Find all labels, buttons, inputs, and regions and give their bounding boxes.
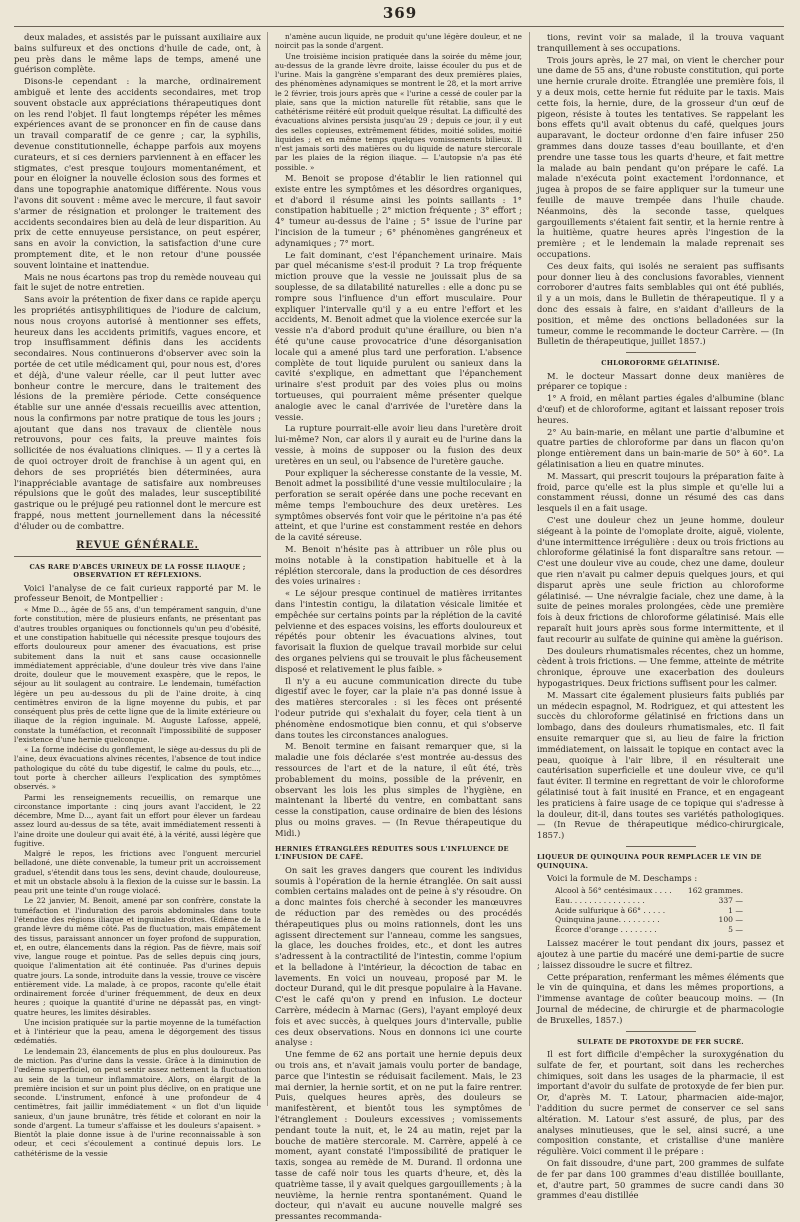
paragraph: « Le séjour presque continuel de matières irritantes dans l'intestin contigu, la dilatation vésicale limitée et empêchée sur certains points par la réplétion de la cavité pelvienne et des espaces voisins, les efforts douloureux et répétés pour obtenir les évacuations alvines, tout favorisait la fluxion de quelque travail morbide sur celui des organes pelviens qui se trouvait le plus fâcheusement disposé et relativement le plus faible. » bbox=[275, 588, 522, 674]
recipe-ingredient: Alcool à 56° centésimaux . . . . bbox=[555, 885, 672, 895]
paragraph: n'amène aucun liquide, ne produit qu'une légère douleur, et ne noircit pas la sonde d'argent. bbox=[275, 32, 522, 51]
paragraph: M. le docteur Massart donne deux manières de préparer ce topique : bbox=[537, 370, 784, 392]
paragraph: Une troisième incision pratiquée dans la soirée du même jour, au-dessus de la grande lèvre droite, laisse écouler du pus et de l'urine. Mais la gangrène s'emparant des deux premières plaies, des phénomènes adynamiques se montrent le 28, et la mort arrive le 2 février, trois jours après que « l'urine a cessé de couler par la plaie, sans que la miction naturelle fût rétablie, sans que le cathétérisme réitéré eût produit quelque résultat. La difficulté des évacuations alvines persista jusqu'au 29 ; depuis ce jour, il y eut des selles copieuses, extrêmement fétides, moitié solides, moitié liquides ; et en même temps quelques vomissements bilieux. Il n'est jamais sorti des matières ou du liquide de nature stercorale par les plaies de la région iliaque. — L'autopsie n'a pas été possible. » bbox=[275, 51, 522, 172]
paragraph: Mais ne nous écartons pas trop du remède nouveau qui fait le sujet de notre entretien. bbox=[14, 271, 261, 293]
paragraph: M. Benoit termine en faisant remarquer que, si la maladie une fois déclarée s'est montrée au-dessus des ressources de l'art et de la nature, il eût été, très probablement du moins, possible de la prévenir, en observant les lois les plus simples de l'hygiène, en maintenant la liberté du ventre, en combattant sans cesse la constipation, cause ordinaire de bien des lésions plus ou moins graves. — (In Revue thérapeutique du Midi.) bbox=[275, 741, 522, 838]
text-block bbox=[275, 32, 522, 172]
column-left bbox=[14, 32, 261, 1158]
section-title: REVUE GÉNÉRALE. bbox=[14, 540, 261, 557]
text-block bbox=[14, 605, 261, 1158]
page-number: 369 bbox=[382, 4, 418, 22]
recipe-row bbox=[555, 896, 743, 906]
paragraph: Parmi les renseignements recueillis, on remarque une circonstance importante : cinq jours avant l'accident, le 22 décembre, Mme D..., ayant fait un effort pour élever un fardeau assez lourd au-dessus de sa tête, avait immédiatement ressenti à l'aine droite une douleur qui avait été, à la vérité, aussi légère que fugitive. bbox=[14, 792, 261, 848]
article-title: SULFATE DE PROTOXYDE DE FER SUCRÉ. bbox=[577, 1037, 744, 1046]
paragraph: Voici la formule de M. Deschamps : bbox=[547, 873, 698, 884]
text-block bbox=[537, 32, 784, 347]
paragraph: Ces deux faits, qui isolés ne seraient pas suffisants pour donner lieu à des conclusions favorables, viennent corroborer d'autres faits semblables qui ont été publiés, il y a un mois, dans le Bulletin de thérapeutique. Il y a donc des essais à faire, en s'aidant d'ailleurs de la position, et même des onctions belladonées sur la tumeur, comme le recommande le docteur Carrère. — (In Bulletin de thérapeutique, juillet 1857.) bbox=[537, 260, 784, 347]
text-block bbox=[275, 173, 522, 839]
paragraph: La rupture pourrait-elle avoir lieu dans l'uretère droit lui-même? Non, car alors il y aurait eu de l'urine dans la vessie, à moins de supposer ou la fusion des deux uretères en un seul, ou l'absence de l'uretère gauche. bbox=[275, 423, 522, 466]
paragraph: Voici l'analyse de ce fait curieux rapporté par M. le professeur Benoit, de Montpellier : bbox=[14, 582, 261, 604]
recipe-quantity: 100 — bbox=[718, 915, 743, 925]
paragraph: « La forme indécise du gonflement, le siège au-dessus du pli de l'aine, deux évacuations alvines récentes, l'absence de tout indice pathologique du côté du tube digestif, le calme du pouls, etc..., tout porte à chercher ailleurs l'explication des symptômes observés. » bbox=[14, 745, 261, 792]
recipe-ingredient: Quinquina jaune. . . . . . . . . bbox=[555, 915, 660, 925]
recipe-row bbox=[555, 886, 743, 896]
paragraph: tions, revint voir sa malade, il la trouva vaquant tranquillement à ses occupations. bbox=[537, 32, 784, 53]
text-block bbox=[537, 1049, 784, 1201]
column-divider bbox=[267, 32, 268, 1106]
column-middle bbox=[275, 32, 522, 1222]
paragraph: On fait dissoudre, d'une part, 200 grammes de sulfate de fer par dans 100 grammes d'eau distillée bouillante, et, d'autre part, 50 grammes de sucre candi dans 30 grammes d'eau distillée bbox=[537, 1158, 784, 1201]
paragraph: Le 22 janvier, M. Benoit, amené par son confrère, constate la tuméfaction et l'induration des parois abdominales dans toute l'étendue des régions iliaque et inguinales droites. Œdème de la grande lèvre du même côté. Pas de fluctuation, mais empâtement des tissus, paraissant annoncer un foyer profond de suppuration, et, en outre, élancements dans la région. Pas de fièvre, mais soif vive, langue rouge et pointue. Pas de selles depuis cinq jours, quoique l'alimentation ait été continuée. Pas d'urines depuis quatre jours. La sonde, introduite dans la vessie, trouve ce viscère entièrement vide. La malade, à ce propos, raconte qu'elle était ordinairement forcée d'uriner fréquemment, de deux en deux heures ; quoique la quantité d'urine ne dépassât pas, en vingt-quatre heures, les limites désirables. bbox=[14, 896, 261, 1017]
column-divider bbox=[529, 32, 530, 1106]
paragraph: Disons-le cependant : la marche, ordinairement ambiguë et lente des accidents secondaires, met trop souvent obstacle aux appréciations thérapeutiques dont on les rend l'objet. Il faut longtemps répéter les mêmes expériences avant de se prononcer en fin de cause dans un travail comparatif de ce genre ; car, la syphilis, devenue constitutionnelle, échappe parfois aux moyens curateurs, et si ces derniers parviennent à en effacer les stigmates, c'est presque toujours momentanément, et pour en éloigner la nouvelle éclosion sous des formes et dans une topographie anatomique différente. Nous vous l'avons dit souvent : même avec le mercure, il faut savoir s'armer de résignation et prolonger le traitement des accidents secondaires bien au delà de leur disparition. Au prix de cette ennuyeuse persistance, on peut espérer, sans en avoir la conviction, la satisfaction d'une cure promptement dite, et le non retour d'une poussée souvent lointaine et inattendue. bbox=[14, 76, 261, 270]
article-title: CHLOROFORME GÉLATINISÉ. bbox=[601, 359, 720, 368]
recipe-row bbox=[555, 925, 743, 935]
paragraph: Le fait dominant, c'est l'épanchement urinaire. Mais par quel mécanisme s'est-il produit ? La trop fréquente miction prouve que la vessie ne jouissait plus de sa souplesse, de sa dilatabilité naturelles : elle a donc pu se rompre sous l'influence d'un effort musculaire. Pour expliquer l'intervalle qu'il y a eu entre l'effort et les accidents, M. Benoit admet que la violence exercée sur la vessie n'a d'abord produit qu'une éraillure, ou bien n'a été qu'une cause provocatrice d'une désorganisation locale qui a amené plus tard une perforation. L'absence complète de tout liquide purulent ou sanieux dans la cavité s'explique, en admettant que l'épanchement urinaire s'est produit par des voies plus ou moins tortueuses, qui pourraient même présenter quelque analogie avec le canal d'arrivée de l'uretère dans la vessie. bbox=[275, 249, 522, 422]
paragraph: « Mme D..., âgée de 55 ans, d'un tempérament sanguin, d'une forte constitution, mère de plusieurs enfants, ne présentant pas d'autres troubles organiques ou fonctionnels qu'un peu d'obésité, et une constipation habituelle qui nécessite presque toujours des efforts douloureux pour amener des évacuations, est prise subitement dans la nuit et sans cause occasionnelle immédiatement appréciable, d'une douleur très vive dans l'aine droite, douleur que le mouvement exaspère, que le repos, le séjour au lit soulagent au contraire. Le lendemain, tuméfaction légère un peu au-dessous du pli de l'aine droite, à cinq centimètres environ de la ligne moyenne du pubis, et par conséquent plus près de cette ligne que de la limite extérieure ou iliaque de la région inguinale. M. Auguste Lafosse, appelé, constate la tuméfaction, et reconnaît l'impossibilité de supposer l'existence d'une hernie quelconque. bbox=[14, 605, 261, 744]
column-right bbox=[537, 32, 784, 1201]
paragraph: Sans avoir la prétention de fixer dans ce rapide aperçu les propriétés antisyphilitiques de l'iodure de calcium, nous nous croyons autorisé à mentionner ses effets, heureux dans les accidents primitifs, vagues encore, et trop insuffisamment définis dans les accidents secondaires. Nous continuerons d'observer avec soin la portée de cet utile médicament qui, pour nous est, d'ores et déjà, d'une valeur réelle, car il peut lutter avec bonheur contre le mercure, dans le traitement des lésions de la première période. Cette conséquence établie sur une année d'essais recueillis avec attention, nous la confirmons par notre pratique de tous les jours ; ajoutant que dans nos travaux de clientèle nous retrouvons, pour ces faits, la preuve maintes fois sollicitée de nos évaluations cliniques. — Il y a certes là de quoi octroyer droit de franchise à un agent qui, en dehors de ses propriétés bien déterminées, aura l'inappréciable avantage de satisfaire aux nombreuses répulsions que le goût des malades, leur susceptibilité gastrique ou le préjugé peu rationnel dont le mercure est frappé, nous mettent journellement dans la nécessité d'éluder ou de combattre. bbox=[14, 294, 261, 531]
paragraph: M. Massart cite également plusieurs faits publiés par un médecin espagnol, M. Rodriguez, et qui attestent les succès du chloroforme gélatinisé en frictions dans un lombago, dans des douleurs rhumatismales, etc. Il fait ensuite remarquer que si, au lieu de faire la friction immédiatement, on laissait le topique en contact avec la peau, quoique à l'air libre, il en résulterait une cautérisation superficielle et une douleur vive, ce qu'il faut éviter. Il termine en regrettant de voir le chloroforme gélatinisé tout à fait inusité en France, et en engageant les praticiens à faire usage de ce topique qui s'adresse à la douleur, dit-il, dans toutes ses variétés pathologiques. — (In Revue de thérapeutique médico-chirurgicale, 1857.) bbox=[537, 689, 784, 841]
paragraph: Malgré le repos, les frictions avec l'onguent mercuriel belladoné, une diète convenable, la tumeur prit un accroissement graduel, s'étendit dans tous les sens, devint chaude, douloureuse, et mit un obstacle absolu à la flexion de la cuisse sur le bassin. La peau prit une teinte d'un rouge violacé. bbox=[14, 849, 261, 896]
recipe-quantity: 162 grammes. bbox=[687, 885, 743, 895]
paragraph: C'est une douleur chez un jeune homme, douleur siégeant à la pointe de l'omoplate droite, aiguë, violente, d'une intermittence irrégulière : deux ou trois frictions au chloroforme gélatinisé la font disparaître sans retour. — C'est une douleur vive au coude, chez une dame, douleur que rien n'avait pu calmer depuis quelques jours, et qui disparut après une seule friction au chloroforme gélatinisé. — Une névralgie faciale, chez une dame, à la suite de peines morales prolongées, cède une première fois à deux frictions de chloroforme gélatinisé. Mais elle reparaît huit jours après sous forme intermittente, et il faut recourir au sulfate de quinine qui amène la guérison. bbox=[537, 515, 784, 644]
divider bbox=[626, 352, 696, 353]
paragraph: Laissez macérer le tout pendant dix jours, passez et ajoutez à une partie du macéré une demi-partie de sucre ; laissez dissoudre le sucre et filtrez. bbox=[537, 938, 784, 970]
paragraph: Il n'y a eu aucune communication directe du tube digestif avec le foyer, car la plaie n'a pas donné issue à des matières stercorales : si les fèces ont présenté l'odeur putride qui s'exhalait du foyer, cela tient à un phénomène endosmotique bien connu, et qui s'observe dans toutes les circonstances analogues. bbox=[275, 675, 522, 740]
paragraph: Cette préparation, renfermant les mêmes éléments que le vin de quinquina, et dans les mêmes proportions, a l'immense avantage de coûter beaucoup moins. — (In Journal de médecine, de chirurgie et de pharmacologie de Bruxelles, 1857.) bbox=[537, 971, 784, 1025]
paragraph: 2° Au bain-marie, en mêlant une partie d'albumine et quatre parties de chloroforme par dans un flacon qu'on plonge entièrement dans un bain-marie de 50° à 60°. La gélatinisation a lieu en quatre minutes. bbox=[537, 426, 784, 470]
paragraph: M. Massart, qui prescrit toujours la préparation faite à froid, parce qu'elle est la plus simple et qu'elle lui a constamment réussi, donne un résumé des cas dans lesquels il en a fait usage. bbox=[537, 470, 784, 514]
recipe-row bbox=[555, 906, 743, 916]
recipe-quantity: 1 — bbox=[728, 905, 743, 915]
text-block bbox=[14, 32, 261, 532]
article-title: CAS RARE D'ABCÈS URINEUX DE LA FOSSE ILIAQUE ; OBSERVATION ET RÉFLEXIONS. bbox=[29, 562, 246, 580]
paragraph: Une incision pratiquée sur la partie moyenne de la tuméfaction et à l'intérieur que la peau, amena le dégorgement des tissus œdématiés. bbox=[14, 1017, 261, 1046]
recipe-quantity: 337 — bbox=[718, 895, 743, 905]
paragraph: Des douleurs rhumatismales récentes, chez un homme, cèdent à trois frictions. — Une femme, atteinte de métrite chronique, éprouve une exacerbation des douleurs hypogastriques. Deux frictions suffisent pour les calmer. bbox=[537, 645, 784, 688]
recipe-quantity: 5 — bbox=[728, 925, 743, 935]
article-title: HERNIES ÉTRANGLÉES RÉDUITES SOUS L'INFLUENCE DE L'INFUSION DE CAFÉ. bbox=[275, 844, 509, 862]
recipe-ingredient: Écorce d'orange . . . . . . . . bbox=[555, 925, 657, 935]
paragraph: M. Benoit n'hésite pas à attribuer un rôle plus ou moins notable à la constipation habituelle et à la réplétion stercorale, dans la production de ces désordres des voies urinaires : bbox=[275, 544, 522, 587]
article-title: LIQUEUR DE QUINQUINA POUR REMPLACER LE VIN DE QUINQUINA. bbox=[537, 852, 762, 870]
text-block bbox=[537, 371, 784, 841]
paragraph: Une femme de 62 ans portait une hernie depuis deux ou trois ans, et n'avait jamais voulu porter de bandage, parce que l'intestin se réduisait facilement. Mais, le 23 mai dernier, la hernie sortit, et on ne put la faire rentrer. Puis, quelques heures après, des douleurs se manifestèrent, et bientôt tous les symptômes de l'étranglement : Douleurs excessives ; vomissements pendant toute la nuit, et, le 24 au matin, rejet par la bouche de matière stercorale. M. Carrère, appelé à ce moment, ayant constaté l'impossibilité de pratiquer le taxis, songea au remède de M. Durand. Il ordonna une tasse de café noir tous les quarts d'heure, et, dès la quatrième tasse, il y avait quelques gargouillements ; à la neuvième, la hernie rentra spontanément. Quand le docteur, qui n'avait eu aucune nouvelle malgré ses pressantes recommanda- bbox=[275, 1049, 522, 1222]
paragraph: Le lendemain 23, élancements de plus en plus douloureux. Pas de miction. Pas d'urine dans la vessie. Grâce à la diminution de l'œdème superficiel, on peut sentir assez nettement la fluctuation au sein de la tumeur inflammatoire. Alors, on élargit de la première incision et sur un point plus déclive, on en pratique une seconde. L'instrument, enfoncé à une profondeur de 4 centimètres, fait jaillir immédiatement « un flot d'un liquide sanieux, d'un jaune brunâtre, très fétide et colorant en noir la sonde d'argent. La tumeur s'affaisse et les douleurs s'apaisent. » Bientôt la plaie donne issue à de l'urine reconnaissable à son odeur, et ceci s'écoulement a continué depuis lors. Le cathétérisme de la vessie bbox=[14, 1046, 261, 1158]
divider bbox=[626, 846, 696, 847]
paragraph: M. Benoit se propose d'établir le lien rationnel qui existe entre les symptômes et les désordres organiques, et d'abord il résume ainsi les points saillants : 1° constipation habituelle ; 2° miction fréquente ; 3° effort ; 4° tumeur au-dessus de l'aine ; 5° issue de l'urine par l'incision de la tumeur ; 6° phénomènes gangréneux et adynamiques ; 7° mort. bbox=[275, 172, 522, 248]
paragraph: On sait les graves dangers que courent les individus soumis à l'opération de la hernie étranglée. On sait aussi combien certains malades ont de peine à s'y résoudre. On a donc maintes fois cherché à seconder les manœuvres de réduction par des remèdes ou des procédés thérapeutiques plus ou moins rationnels, dont les uns agissent directement sur l'anneau, comme les sangsues, la glace, les douches froides, etc., et dont les autres s'adressent à la contractilité de l'intestin, comme l'opium et la belladone à l'intérieur, la décoction de tabac en lavements. En voici un nouveau, proposé par M. le docteur Durand, qui le dit presque populaire à la Havane. C'est le café qu'on y prend en infusion. Le docteur Carrère, médecin à Marnac (Gers), l'ayant employé deux fois et avec succès, à quelques jours d'intervalle, publie ces deux observations. Nous en donnons ici une courte analyse : bbox=[275, 864, 522, 1048]
recipe-ingredient: Acide sulfurique à 66° . . . . . bbox=[555, 905, 666, 915]
text-block bbox=[275, 865, 522, 1222]
text-block bbox=[537, 938, 784, 1025]
recipe-ingredient: Eau. . . . . . . . . . . . . . . . bbox=[555, 895, 645, 905]
recipe-list bbox=[555, 886, 784, 935]
paragraph: deux malades, et assistés par le puissant auxiliaire aux bains sulfureux et des onctions d'huile de cade, ont, à peu près dans le même laps de temps, amené une guérison complète. bbox=[14, 32, 261, 75]
paragraph: Il est fort difficile d'empêcher la suroxygénation du sulfate de fer, et pourtant, soit dans les recherches chimiques, soit dans les usages de la pharmacie, il est important d'avoir du sulfate de protoxyde de fer bien pur. Or, d'après M. T. Latour, pharmacien aide-major, l'addition du sucre permet de conserver ce sel sans altération. M. Latour s'est assuré, de plus, par des analyses minutieuses, que le sel, ainsi sucré, a une composition constante, et cristallise d'une manière régulière. Voici comment il le prépare : bbox=[537, 1049, 784, 1157]
paragraph: 1° A froid, en mêlant parties égales d'albumine (blanc d'œuf) et de chloroforme, agitant et laissant reposer trois heures. bbox=[537, 393, 784, 425]
recipe-row bbox=[555, 915, 743, 925]
paragraph: Pour expliquer la sécheresse constante de la vessie, M. Benoit admet la possibilité d'une vessie multiloculaire ; la perforation se serait opérée dans une poche recevant en même temps l'embouchure des deux uretères. Les symptômes observés font voir que le péritoine n'a pas été atteint, et que l'urine est constamment restée en dehors de la cavité séreuse. bbox=[275, 467, 522, 543]
paragraph: Trois jours après, le 27 mai, on vient le chercher pour une dame de 55 ans, d'une robuste constitution, qui porte une hernie crurale droite. Étranglée une première fois, il y a deux mois, cette hernie fut réduite par le taxis. Mais cette fois, la hernie, dure, de la grosseur d'un œuf de pigeon, résiste à toutes les tentatives. Se rappelant les bons effets qu'il avait obtenus du café, quelques jours auparavant, le docteur ordonne d'en faire infuser 250 grammes dans douze tasses d'eau bouillante, et d'en prendre une tasse tous les quarts d'heure, et fait mettre la malade au bain pendant qu'on prépare le café. La malade n'exécuta point exactement l'ordonnance, et jugea à propos de se faire appliquer sur la tumeur une feuille de mauve trempée dans l'huile chaude. Néanmoins, dès la seconde tasse, quelques gargouillements s'étaient fait sentir, et la hernie rentre à la huitième, quatre heures après l'ingestion de la première ; et le lendemain la malade reprenait ses occupations. bbox=[537, 54, 784, 259]
header-rule bbox=[14, 26, 784, 27]
divider bbox=[626, 1031, 696, 1032]
